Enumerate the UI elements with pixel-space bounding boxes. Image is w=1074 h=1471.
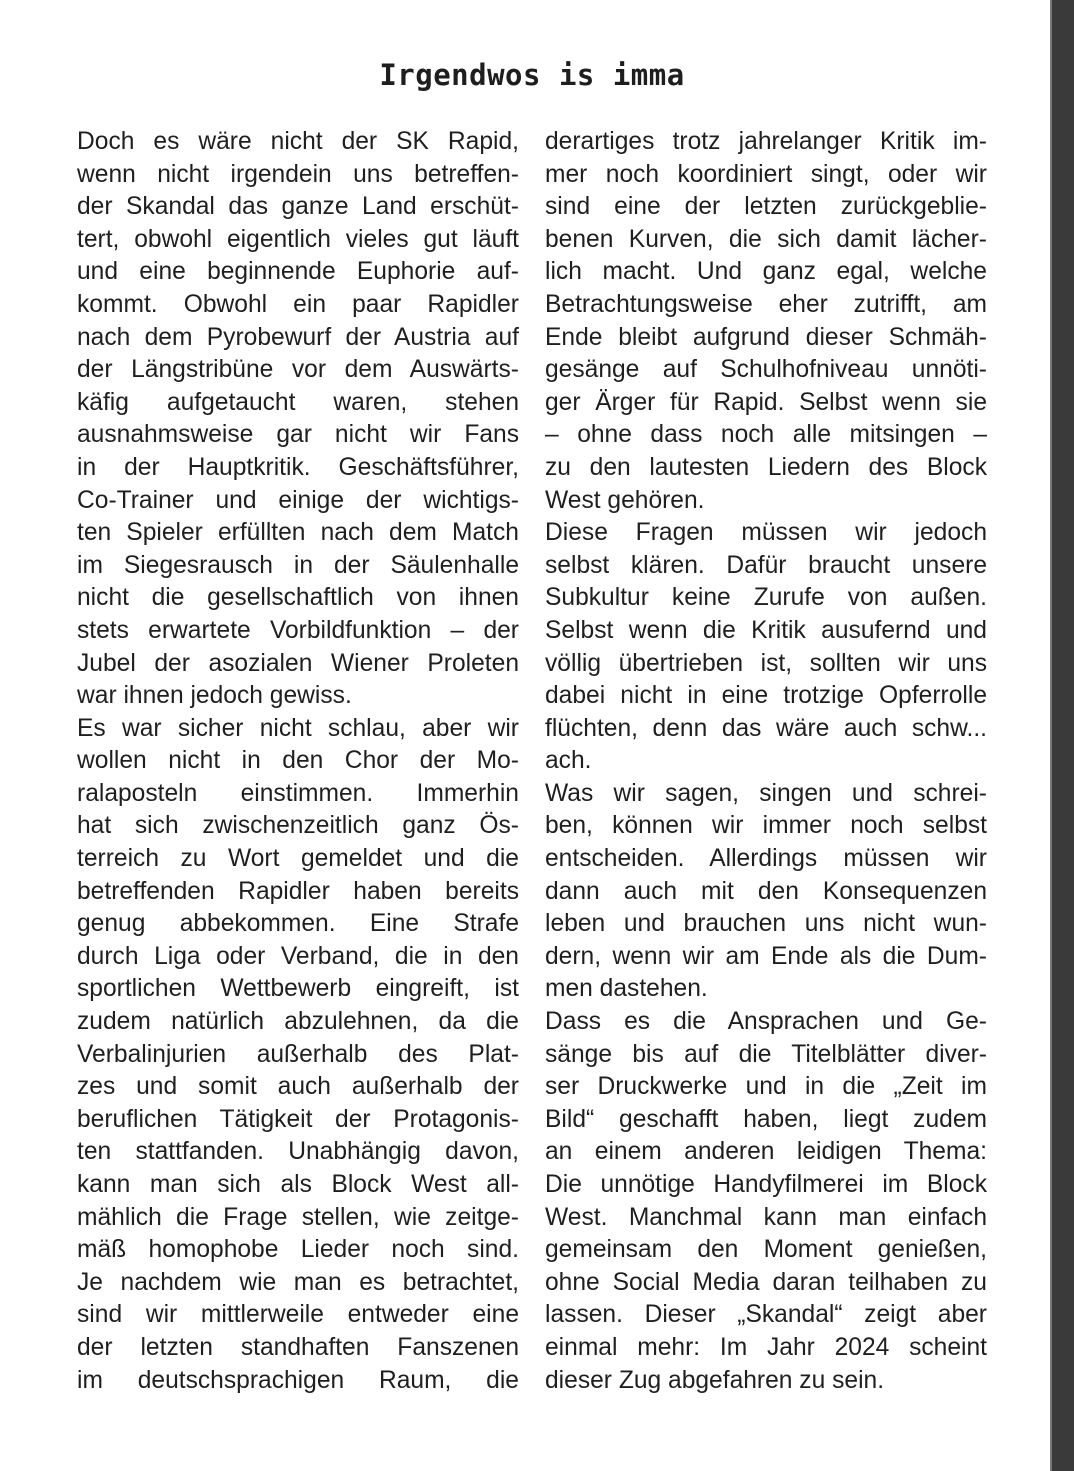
text-line: entscheiden. Allerdings müssen wir — [545, 845, 987, 873]
text-line: sind wir mittlerweile entweder eine — [77, 1301, 519, 1329]
text-line: Co-Trainer und einige der wichtigs- — [77, 486, 519, 514]
text-line: benen Kurven, die sich damit lächer- — [545, 225, 987, 253]
text-line: einmal mehr: Im Jahr 2024 scheint — [545, 1333, 987, 1361]
article-title: Irgendwos is imma — [379, 58, 685, 92]
text-line: flüchten, denn das wäre auch schw... — [545, 714, 987, 742]
text-line: lassen. Dieser „Skandal“ zeigt aber — [545, 1301, 987, 1329]
text-line: dabei nicht in eine trotzige Opferrolle — [545, 682, 987, 710]
text-line: käfig aufgetaucht waren, stehen — [77, 388, 519, 416]
article-column-right — [545, 126, 987, 1397]
text-line: Ende bleibt aufgrund dieser Schmäh- — [545, 323, 987, 351]
text-line: West gehören. — [545, 486, 705, 514]
text-line: nicht die gesellschaftlich von ihnen — [77, 584, 519, 612]
text-line: dern, wenn wir am Ende als die Dum- — [545, 942, 987, 970]
text-line: im Siegesrausch in der Säulenhalle — [77, 551, 519, 579]
text-line: Diese Fragen müssen wir jedoch — [545, 519, 987, 547]
text-line: leben und brauchen uns nicht wun- — [545, 910, 987, 938]
text-line: Subkultur keine Zurufe von außen. — [545, 584, 987, 612]
text-line: kommt. Obwohl ein paar Rapidler — [77, 290, 519, 318]
text-line: ralaposteln einstimmen. Immerhin — [77, 779, 519, 807]
text-line: mäß homophobe Lieder noch sind. — [77, 1236, 519, 1264]
text-line: in der Hauptkritik. Geschäftsführer, — [77, 453, 519, 481]
text-line: ser Druckwerke und in die „Zeit im — [545, 1073, 987, 1101]
text-line: im deutschsprachigen Raum, die — [77, 1366, 519, 1394]
text-line: zes und somit auch außerhalb der — [77, 1073, 519, 1101]
text-line: ach. — [545, 747, 592, 775]
text-line: gemeinsam den Moment genießen, — [545, 1236, 987, 1264]
text-line: wollen nicht in den Chor der Mo- — [77, 747, 519, 775]
text-line: Jubel der asozialen Wiener Proleten — [77, 649, 519, 677]
text-line: war ihnen jedoch gewiss. — [77, 682, 352, 710]
text-line: beruflichen Tätigkeit der Protagonis- — [77, 1105, 519, 1133]
text-line: betreffenden Rapidler haben bereits — [77, 877, 519, 905]
text-line: Verbalinjurien außerhalb des Plat- — [77, 1040, 519, 1068]
text-line: men dastehen. — [545, 975, 708, 1003]
text-line: Je nachdem wie man es betrachtet, — [77, 1268, 519, 1296]
text-line: Es war sicher nicht schlau, aber wir — [77, 714, 519, 742]
text-line: ausnahmsweise gar nicht wir Fans — [77, 421, 519, 449]
text-line: ten Spieler erfüllten nach dem Match — [77, 519, 519, 547]
text-line: lich macht. Und ganz egal, welche — [545, 258, 987, 286]
page-edge-divider — [1050, 0, 1052, 1471]
text-line: an einem anderen leidigen Thema: — [545, 1138, 987, 1166]
article-column-left — [77, 126, 519, 1397]
text-line: dann auch mit den Konsequenzen — [545, 877, 987, 905]
text-line: Die unnötige Handyfilmerei im Block — [545, 1171, 987, 1198]
text-line: Betrachtungsweise eher zutrifft, am — [545, 290, 987, 318]
text-line: dieser Zug abgefahren zu sein. — [545, 1366, 885, 1394]
text-line: völlig übertrieben ist, sollten wir uns — [545, 649, 987, 677]
text-line: Selbst wenn die Kritik ausufernd und — [545, 616, 987, 644]
text-line: stets erwartete Vorbildfunktion – der — [77, 616, 519, 644]
text-line: Was wir sagen, singen und schrei- — [545, 779, 987, 807]
text-line: mählich die Frage stellen, wie zeitge- — [77, 1203, 519, 1231]
text-line: – ohne dass noch alle mitsingen – — [545, 421, 987, 449]
text-line: tert, obwohl eigentlich vieles gut läuft — [77, 225, 519, 253]
text-line: Doch es wäre nicht der SK Rapid, — [77, 128, 519, 155]
text-line: der Skandal das ganze Land erschüt- — [77, 193, 519, 221]
text-line: wenn nicht irgendein uns betreffen- — [77, 160, 519, 188]
text-line: sind eine der letzten zurückgeblie- — [545, 193, 987, 221]
text-line: und eine beginnende Euphorie auf- — [77, 258, 519, 286]
text-line: gesänge auf Schulhofniveau unnöti- — [545, 356, 987, 384]
text-line: der Längstribüne vor dem Auswärts- — [77, 356, 519, 384]
text-line: terreich zu Wort gemeldet und die — [77, 845, 519, 873]
text-line: sänge bis auf die Titelblätter diver- — [545, 1040, 987, 1068]
text-line: genug abbekommen. Eine Strafe — [77, 910, 519, 938]
text-line: durch Liga oder Verband, die in den — [77, 942, 519, 970]
text-line: mer noch koordiniert singt, oder wir — [545, 160, 987, 188]
page-edge-shadow — [1050, 0, 1074, 1471]
text-line: selbst klären. Dafür braucht unsere — [545, 551, 987, 579]
text-line: Dass es die Ansprachen und Ge- — [545, 1008, 987, 1036]
text-line: derartiges trotz jahrelanger Kritik im- — [545, 128, 987, 155]
text-line: nach dem Pyrobewurf der Austria auf — [77, 323, 519, 351]
text-line: ben, können wir immer noch selbst — [545, 812, 987, 840]
text-line: sportlichen Wettbewerb eingreift, ist — [77, 975, 519, 1003]
text-line: der letzten standhaften Fanszenen — [77, 1333, 519, 1361]
text-line: zu den lautesten Liedern des Block — [545, 453, 987, 481]
text-line: zudem natürlich abzulehnen, da die — [77, 1008, 519, 1036]
text-line: ten stattfanden. Unabhängig davon, — [77, 1138, 519, 1166]
text-line: West. Manchmal kann man einfach — [545, 1203, 987, 1231]
text-line: kann man sich als Block West all- — [77, 1171, 519, 1198]
text-line: ohne Social Media daran teilhaben zu — [545, 1268, 987, 1296]
text-line: ger Ärger für Rapid. Selbst wenn sie — [545, 388, 987, 416]
text-line: hat sich zwischenzeitlich ganz Ös- — [77, 812, 519, 840]
text-line: Bild“ geschafft haben, liegt zudem — [545, 1105, 987, 1133]
